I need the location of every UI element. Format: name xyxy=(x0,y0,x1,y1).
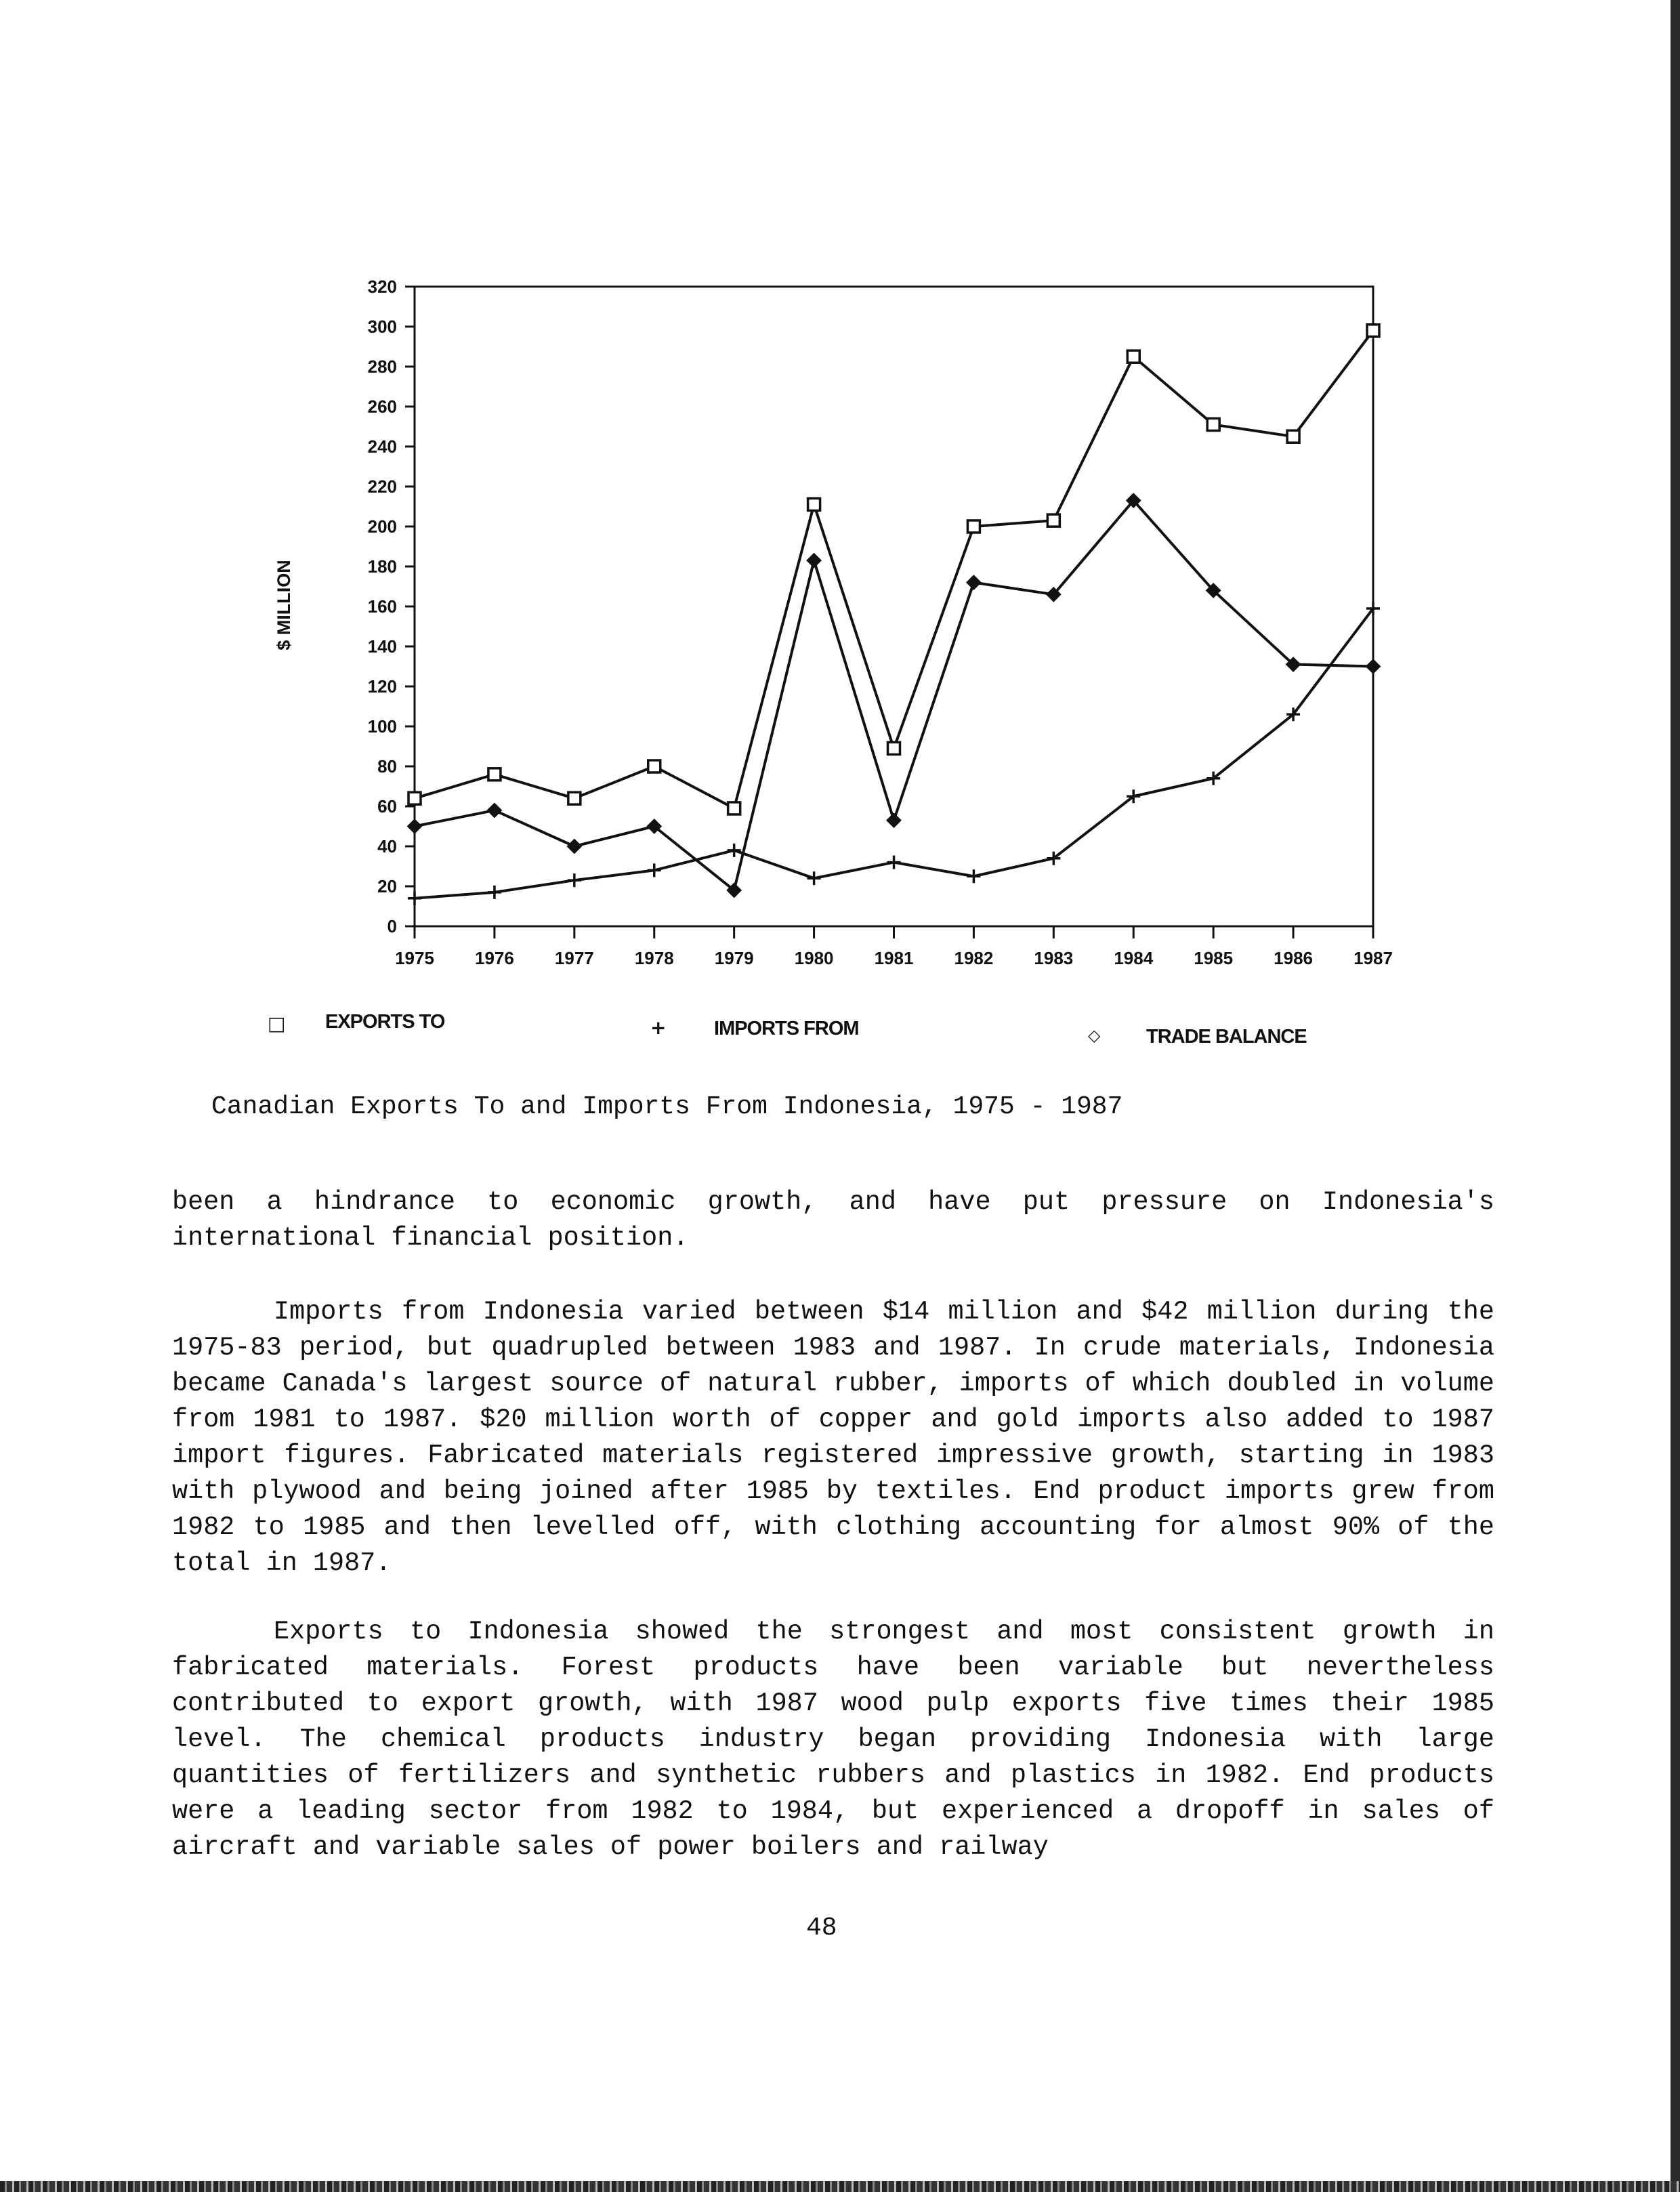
y-tick-label: 220 xyxy=(367,476,397,497)
data-point-imports-from xyxy=(807,871,821,885)
series-trade-balance xyxy=(408,494,1380,897)
y-tick-label: 160 xyxy=(367,596,397,617)
trade-line-chart xyxy=(0,0,1680,1030)
x-tick-label: 1984 xyxy=(1114,948,1154,968)
y-tick-label: 260 xyxy=(367,396,397,417)
y-tick-label: 200 xyxy=(367,516,397,537)
y-tick-label: 300 xyxy=(367,316,397,337)
data-point-trade-balance xyxy=(807,554,821,567)
body-paragraph-3: Exports to Indonesia showed the strongest and most consistent growth in fabricated materials. Forest products have been variable but nevertheless contributed to export growth, with 1987 wood pulp exports five times their 1985 level. The chemical products industry began providing Indonesia with large quantities of fertilizers and synthetic rubbers and plastics in 1982. End products were a leading sector from 1982 to 1984, but experienced a dropoff in sales of aircraft and variable sales of power boilers and railway xyxy=(172,1617,1494,1862)
x-tick-label: 1978 xyxy=(634,948,674,968)
data-point-exports-to xyxy=(1367,325,1379,337)
series-line-exports-to xyxy=(415,331,1373,808)
data-point-trade-balance xyxy=(887,814,901,827)
data-point-exports-to xyxy=(888,742,900,754)
figure-caption: Canadian Exports To and Imports From Indonesia, 1975 - 1987 xyxy=(211,1092,1123,1121)
data-point-imports-from xyxy=(408,892,421,905)
y-tick-label: 180 xyxy=(367,556,397,577)
x-tick-label: 1985 xyxy=(1194,948,1234,968)
legend-exports-marker: □ xyxy=(268,1012,286,1035)
x-tick-label: 1986 xyxy=(1274,948,1314,968)
y-axis-ticks xyxy=(368,276,415,936)
x-tick-label: 1977 xyxy=(554,948,594,968)
data-point-exports-to xyxy=(808,499,820,511)
page-number: 48 xyxy=(806,1914,837,1943)
data-point-trade-balance xyxy=(967,576,980,590)
x-tick-label: 1980 xyxy=(794,948,834,968)
body-paragraph-1: been a hindrance to economic growth, and have put pressure on Indonesia's international financial position. xyxy=(172,1187,1494,1253)
data-point-exports-to xyxy=(648,760,660,772)
data-point-trade-balance xyxy=(1366,660,1380,674)
y-tick-label: 20 xyxy=(377,876,397,896)
y-tick-label: 280 xyxy=(367,356,397,377)
data-point-exports-to xyxy=(568,792,581,804)
body-paragraph-2: Imports from Indonesia varied between $14 million and $42 million during the 1975-83 period, but quadrupled between 1983 and 1987. In crude materials, Indonesia became Canada's largest source of natural rubber, imports of which doubled in volume from 1981 to 1987. $20 million worth of copper and gold imports also added to 1987 import figures. Fabricated materials registered impressive growth, starting in 1983 with plywood and being joined after 1985 by textiles. End product imports grew from 1982 to 1985 and then levelled off, with clothing accounting for almost 90% of the total in 1987. xyxy=(172,1297,1494,1578)
data-point-exports-to xyxy=(1287,430,1299,442)
y-tick-label: 320 xyxy=(367,276,397,297)
y-tick-label: 240 xyxy=(367,436,397,457)
series-exports-to xyxy=(408,325,1379,814)
data-point-imports-from xyxy=(967,869,980,883)
x-tick-label: 1987 xyxy=(1353,948,1393,968)
data-point-exports-to xyxy=(1207,419,1219,431)
data-point-trade-balance xyxy=(408,820,421,833)
y-tick-label: 120 xyxy=(367,676,397,697)
x-tick-label: 1979 xyxy=(714,948,754,968)
legend-exports-label: EXPORTS TO xyxy=(325,1011,445,1033)
data-point-exports-to xyxy=(967,520,980,533)
legend-balance-label: TRADE BALANCE xyxy=(1146,1026,1307,1048)
data-point-imports-from xyxy=(648,863,661,877)
data-point-exports-to xyxy=(408,792,421,804)
data-point-exports-to xyxy=(1127,350,1139,363)
scan-bottom-edge xyxy=(0,2181,1680,2192)
y-tick-label: 80 xyxy=(377,756,397,777)
data-point-trade-balance xyxy=(568,840,581,853)
legend-imports-marker: + xyxy=(650,1016,667,1039)
data-point-exports-to xyxy=(488,768,501,781)
y-axis-label: $ MILLION xyxy=(274,560,294,650)
data-point-imports-from xyxy=(728,844,741,857)
data-point-imports-from xyxy=(488,886,501,899)
x-tick-label: 1983 xyxy=(1034,948,1074,968)
x-tick-label: 1982 xyxy=(954,948,994,968)
y-tick-label: 40 xyxy=(377,836,397,856)
data-point-imports-from xyxy=(568,873,581,887)
y-tick-label: 100 xyxy=(367,716,397,737)
series-line-trade-balance xyxy=(415,501,1373,890)
y-tick-label: 0 xyxy=(387,916,397,936)
data-point-trade-balance xyxy=(488,804,501,817)
legend-balance-marker: ◇ xyxy=(1088,1026,1101,1045)
y-tick-label: 60 xyxy=(377,796,397,816)
legend-imports-label: IMPORTS FROM xyxy=(714,1018,859,1039)
data-point-imports-from xyxy=(887,856,901,869)
x-tick-label: 1981 xyxy=(874,948,914,968)
data-point-exports-to xyxy=(1047,514,1059,526)
data-point-exports-to xyxy=(728,802,740,814)
x-axis-ticks xyxy=(395,926,1393,968)
x-tick-label: 1975 xyxy=(395,948,434,968)
series-layer xyxy=(408,325,1380,905)
x-tick-label: 1976 xyxy=(474,948,514,968)
y-tick-label: 140 xyxy=(367,636,397,657)
